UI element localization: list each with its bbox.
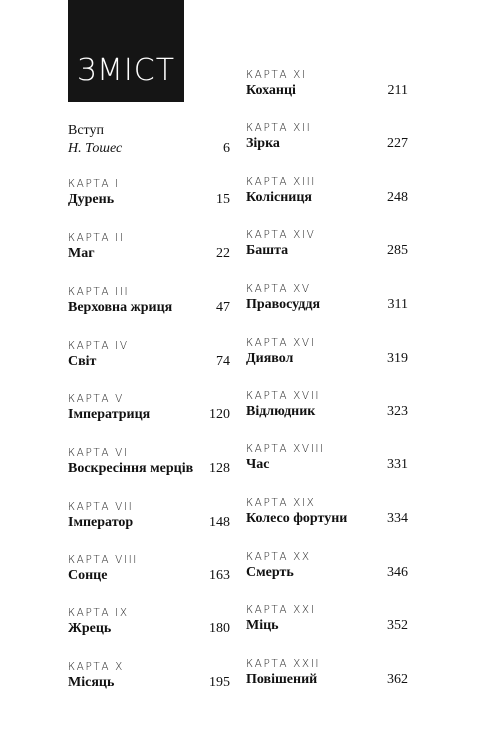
toc-entry-title: Час	[246, 457, 270, 472]
toc-entry-title: Світ	[68, 354, 97, 369]
toc-entry-page: 6	[223, 141, 230, 156]
toc-entry-page: 285	[387, 243, 408, 258]
toc-entry[interactable]	[246, 283, 408, 314]
toc-entry-title: Диявол	[246, 351, 294, 366]
toc-entry-title: Дурень	[68, 192, 115, 207]
toc-entry[interactable]	[68, 447, 230, 478]
toc-entry[interactable]	[68, 554, 230, 585]
toc-entry-title: Сонце	[68, 568, 108, 583]
toc-entry-title: Колесо фортуни	[246, 511, 348, 526]
toc-entry-title: Верховна жриця	[68, 300, 173, 315]
toc-entry[interactable]	[68, 607, 230, 638]
toc-entry-page: 128	[209, 461, 230, 476]
toc-entry[interactable]	[68, 178, 230, 209]
toc-entry[interactable]	[246, 497, 408, 528]
toc-entry-page: 346	[387, 565, 408, 580]
toc-entry-title: Міць	[246, 618, 279, 633]
toc-entry-page: 22	[216, 246, 230, 261]
card-label: КАРТА VІ	[68, 447, 129, 459]
toc-entry[interactable]	[246, 390, 408, 421]
toc-entry-page: 248	[387, 190, 408, 205]
toc-entry-title: Маг	[68, 246, 95, 261]
card-label: КАРТА Х	[68, 661, 124, 673]
toc-entry[interactable]	[246, 604, 408, 635]
toc-entry[interactable]	[68, 286, 230, 317]
toc-entry-page: 334	[387, 511, 408, 526]
toc-entry-title: Башта	[246, 243, 289, 258]
toc-entry-title: Імператор	[68, 515, 134, 530]
toc-entry-title: Колісниця	[246, 190, 313, 205]
toc-entry-title: Вступ	[68, 123, 104, 138]
toc-entry-title: Смерть	[246, 565, 294, 580]
card-label: КАРТА ІV	[68, 340, 129, 352]
toc-entry-page: 120	[209, 407, 230, 422]
card-label: КАРТА ІІ	[68, 232, 125, 244]
toc-entry-page: 211	[387, 83, 408, 98]
toc-entry[interactable]	[246, 122, 408, 153]
toc-entry-page: 163	[209, 568, 230, 583]
toc-entry[interactable]	[246, 337, 408, 368]
card-label: КАРТА ІІІ	[68, 286, 130, 298]
card-label: КАРТА ХІV	[246, 229, 316, 241]
title-block	[68, 0, 184, 102]
toc-entry-page: 362	[387, 672, 408, 687]
card-label: КАРТА ХІІІ	[246, 176, 317, 188]
toc-entry-page: 47	[216, 300, 230, 315]
toc-entry-page: 319	[387, 351, 408, 366]
toc-entry-page: 195	[209, 675, 230, 690]
toc-entry[interactable]	[246, 443, 408, 474]
toc-entry-title: Правосуддя	[246, 297, 321, 312]
toc-entry-title: Зірка	[246, 136, 280, 151]
toc-entry-page: 148	[209, 515, 230, 530]
toc-entry-author: Н. Тошес	[68, 141, 123, 156]
toc-entry-page: 74	[216, 354, 230, 369]
card-label: КАРТА ХVІІ	[246, 390, 321, 402]
toc-entry[interactable]	[246, 69, 408, 100]
toc-entry-title: Жрець	[68, 621, 112, 636]
card-label: КАРТА ХV	[246, 283, 311, 295]
card-label: КАРТА І	[68, 178, 120, 190]
toc-entry[interactable]	[68, 340, 230, 371]
toc-entry-page: 180	[209, 621, 230, 636]
toc-entry-page: 323	[387, 404, 408, 419]
page-title: ЗМІСТ	[76, 53, 176, 88]
card-label: КАРТА V	[68, 393, 124, 405]
toc-entry-page: 331	[387, 457, 408, 472]
toc-entry-page: 15	[216, 192, 230, 207]
toc-entry-page: 227	[387, 136, 408, 151]
card-label: КАРТА VІІ	[68, 501, 134, 513]
toc-entry-title: Повішений	[246, 672, 318, 687]
toc-entry[interactable]	[246, 176, 408, 207]
toc-entry[interactable]	[246, 658, 408, 689]
toc-entry-title: Воскресіння мерців	[68, 461, 194, 476]
toc-entry[interactable]	[68, 661, 230, 692]
card-label: КАРТА ХХІІ	[246, 658, 321, 670]
card-label: КАРТА VІІІ	[68, 554, 138, 566]
card-label: КАРТА ІХ	[68, 607, 129, 619]
card-label: КАРТА ХІ	[246, 69, 307, 81]
card-label: КАРТА ХІХ	[246, 497, 316, 509]
toc-entry[interactable]	[246, 229, 408, 260]
toc-entry-title: Відлюдник	[246, 404, 316, 419]
toc-entry-page: 311	[387, 297, 408, 312]
card-label: КАРТА ХVІІІ	[246, 443, 325, 455]
toc-entry-title: Коханці	[246, 83, 296, 98]
toc-entry-page: 352	[387, 618, 408, 633]
card-label: КАРТА ХХІ	[246, 604, 316, 616]
card-label: КАРТА ХХ	[246, 551, 311, 563]
toc-intro-entry[interactable]	[68, 122, 230, 158]
toc-entry[interactable]	[68, 501, 230, 532]
toc-entry-title: Місяць	[68, 675, 115, 690]
toc-entry[interactable]	[68, 232, 230, 263]
toc-entry[interactable]	[246, 551, 408, 582]
toc-entry[interactable]	[68, 393, 230, 424]
card-label: КАРТА ХІІ	[246, 122, 312, 134]
toc-entry-title: Імператриця	[68, 407, 151, 422]
card-label: КАРТА ХVІ	[246, 337, 316, 349]
